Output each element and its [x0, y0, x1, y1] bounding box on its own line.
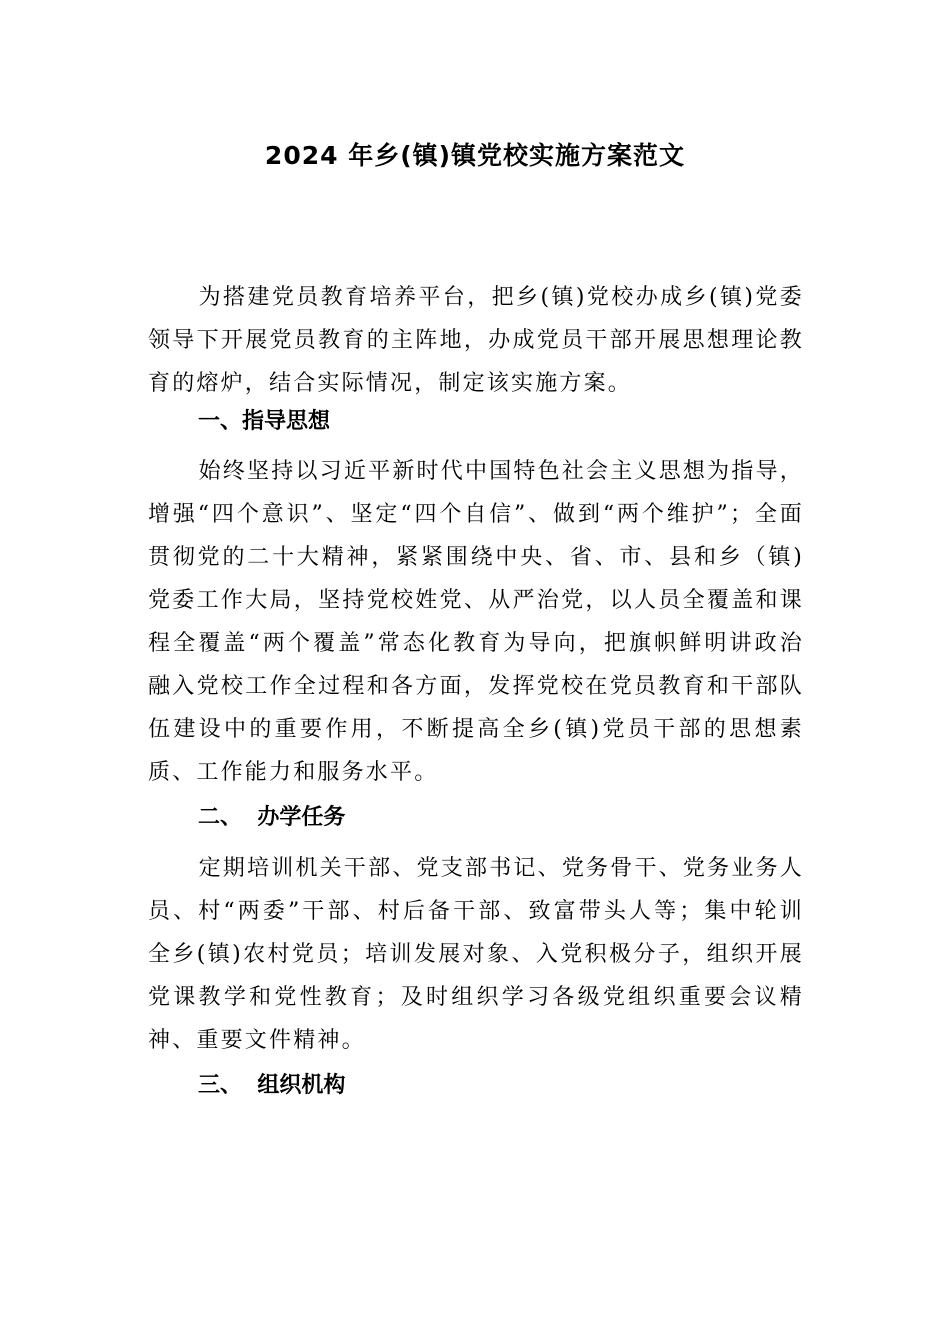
intro-paragraph: 为搭建党员教育培养平台，把乡(镇)党校办成乡(镇)党委领导下开展党员教育的主阵地，办成党员干部开展思想理论教育的熔炉，结合实际情况，制定该实施方案。	[148, 285, 804, 396]
section-heading-organization: 三、 组织机构	[198, 1073, 346, 1098]
document-title: 2024 年乡(镇)镇党校实施方案范文	[264, 141, 686, 170]
section-heading-school-tasks: 二、 办学任务	[198, 805, 346, 830]
section-body-guiding-thought: 始终坚持以习近平新时代中国特色社会主义思想为指导，增强“四个意识”、坚定“四个自信”、做到“两个维护”；全面贯彻党的二十大精神，紧紧围绕中央、省、市、县和乡（镇)党委工作大局，坚持党校姓党、从严治党，以人员全覆盖和课程全覆盖“两个覆盖”常态化教育为导向，把旗帜鲜明讲政治融入党校工作全过程和各方面，发挥党校在党员教育和干部队伍建设中的重要作用，不断提高全乡(镇)党员干部的思想素质、工作能力和服务水平。	[148, 459, 804, 785]
section-body-school-tasks: 定期培训机关干部、党支部书记、党务骨干、党务业务人员、村“两委”干部、村后备干部、致富带头人等；集中轮训全乡(镇)农村党员；培训发展对象、入党积极分子，组织开展党课教学和党性教育；及时组织学习各级党组织重要会议精神、重要文件精神。	[148, 856, 804, 1053]
section-heading-guiding-thought: 一、指导思想	[198, 409, 331, 434]
